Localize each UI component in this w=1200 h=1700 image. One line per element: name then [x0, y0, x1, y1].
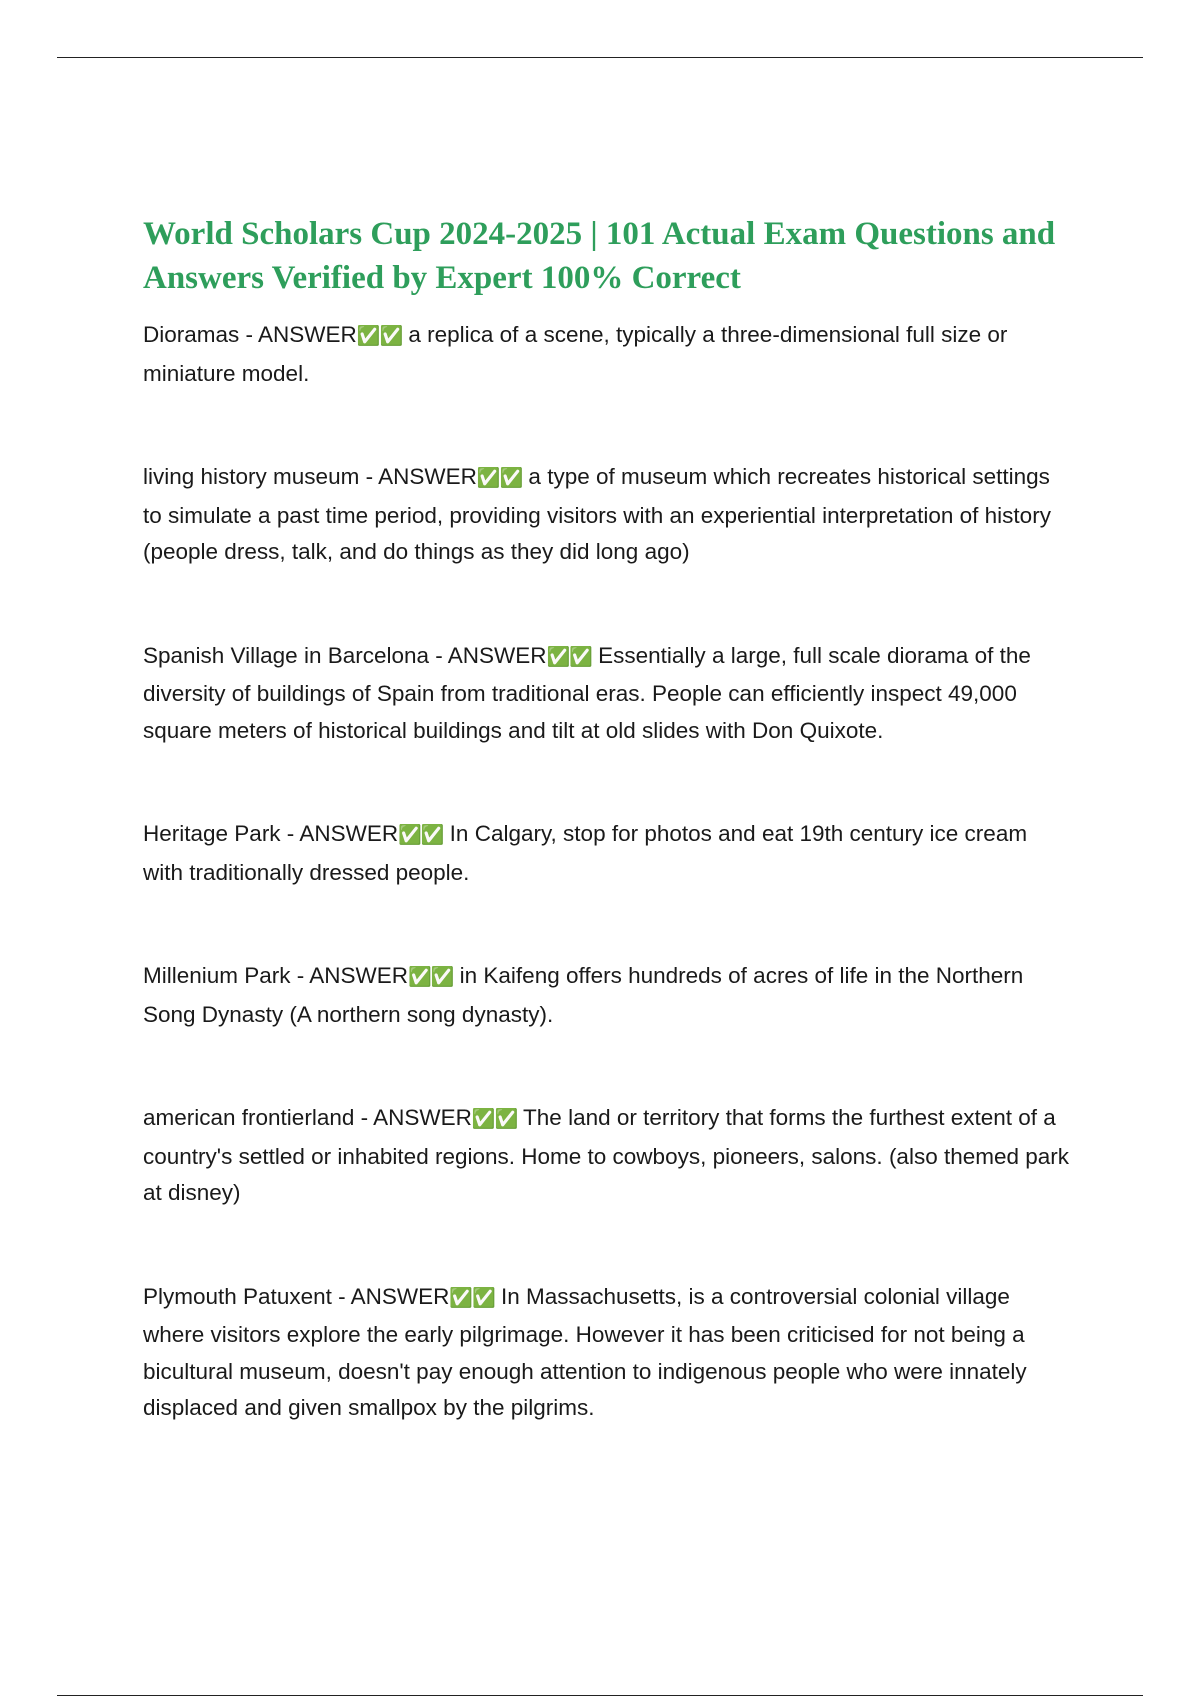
top-divider: [57, 57, 1143, 58]
entry-term: Plymouth Patuxent -: [143, 1283, 351, 1309]
bottom-divider: [57, 1695, 1143, 1696]
answer-label: ANSWER: [299, 821, 399, 846]
document-title: World Scholars Cup 2024-2025 | 101 Actual Exam Questions and Answers Verified by Expert 100% Correct: [143, 216, 1056, 296]
check-mark-icon: ✅✅: [408, 967, 454, 988]
qa-entry-dioramas: [143, 317, 1073, 392]
qa-entry-millenium-park: [143, 958, 1073, 1033]
entry-definition: a type of museum which recreates historical settings to simulate a past time period, providing visitors with an experiential interpretation of history (people dress, talk, and do things as they did long ago): [143, 464, 1051, 564]
entry-term: Spanish Village in Barcelona -: [143, 642, 448, 668]
answer-label: ANSWER: [378, 464, 477, 489]
check-mark-icon: ✅✅: [471, 1109, 518, 1130]
answer-label: ANSWER: [447, 642, 547, 668]
qa-entry-living-history-museum: [143, 459, 1073, 571]
answer-label: ANSWER: [350, 1283, 450, 1309]
check-mark-icon: ✅✅: [356, 326, 403, 347]
document-body: [143, 212, 1073, 1427]
check-mark-icon: ✅✅: [476, 468, 523, 489]
qa-entry-plymouth-patuxent: [143, 1279, 1073, 1427]
entry-term: american frontierland -: [143, 1105, 374, 1130]
check-mark-icon: ✅✅: [398, 825, 444, 846]
check-mark-icon: ✅✅: [449, 1287, 495, 1309]
entry-term: living history museum -: [143, 464, 379, 489]
entry-definition: a replica of a scene, typically a three-dimensional full size or miniature model.: [143, 322, 1008, 386]
entry-definition: In Calgary, stop for photos and eat 19th century ice cream with traditionally dressed people.: [143, 821, 1028, 885]
entry-definition: in Kaifeng offers hundreds of acres of life in the Northern Song Dynasty (A northern song dynasty).: [143, 963, 1024, 1027]
answer-label: ANSWER: [309, 963, 409, 988]
entry-term: Millenium Park -: [143, 963, 310, 988]
entry-definition: The land or territory that forms the furthest extent of a country's settled or inhabited regions. Home to cowboys, pioneers, salons. (also themed park at disney): [143, 1105, 1070, 1205]
qa-entry-american-frontierland: [143, 1100, 1073, 1212]
entry-definition: Essentially a large, full scale diorama of the diversity of buildings of Spain from traditional eras. People can efficiently inspect 49,000 square meters of historical buildings and tilt at old slides with Don Quixote.: [143, 642, 1031, 743]
entry-term: Heritage Park -: [143, 821, 300, 846]
answer-label: ANSWER: [373, 1105, 472, 1130]
check-mark-icon: ✅✅: [546, 646, 592, 668]
answer-label: ANSWER: [258, 322, 357, 347]
qa-entry-heritage-park: [143, 816, 1073, 891]
entry-definition: In Massachusetts, is a controversial colonial village where visitors explore the early pilgrimage. However it has been criticised for not being a bicultural museum, doesn't pay enough attention to indigenous people who were innately displaced and given smallpox by the pilgrims.: [143, 1283, 1027, 1420]
qa-entry-spanish-village: [143, 638, 1073, 750]
entry-term: Dioramas -: [143, 322, 259, 347]
